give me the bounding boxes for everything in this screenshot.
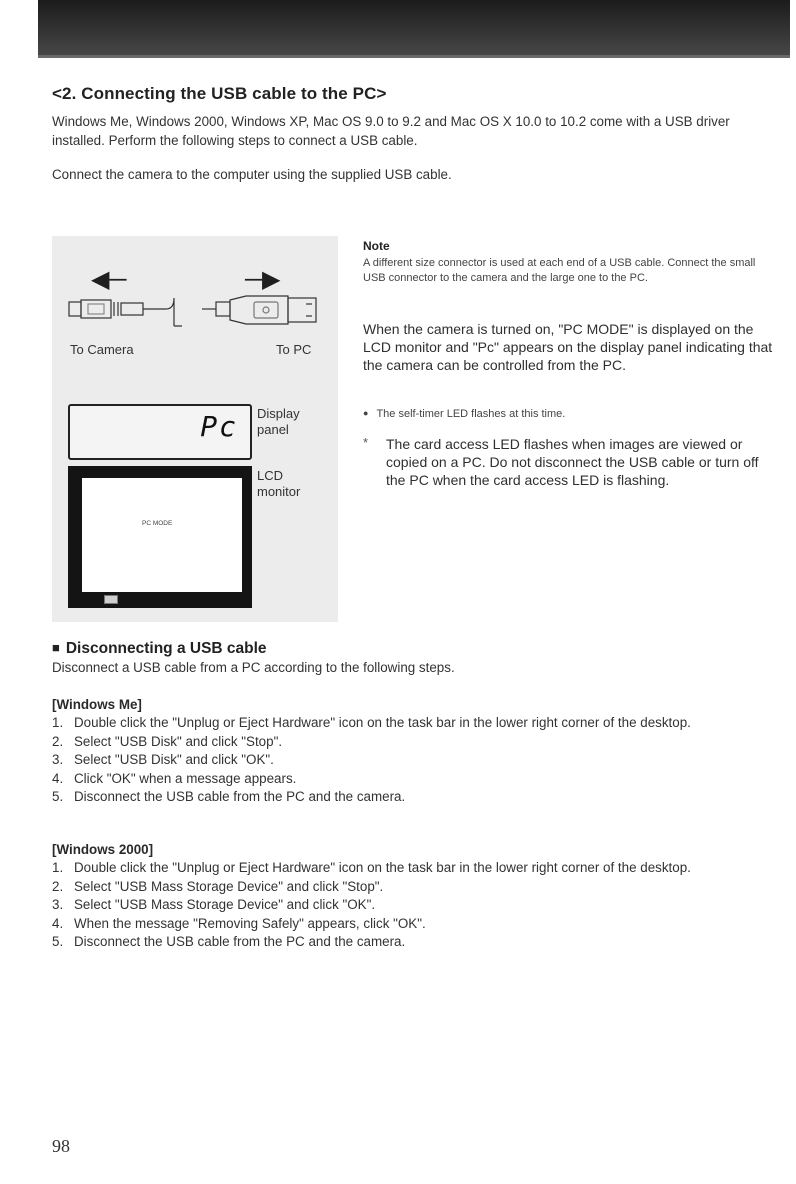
step-number: 3.: [52, 897, 64, 913]
connect-instruction: Connect the camera to the computer using the supplied USB cable.: [52, 167, 452, 182]
step-text: Select "USB Mass Storage Device" and click "Stop".: [74, 878, 384, 894]
section-title: <2. Connecting the USB cable to the PC>: [52, 84, 387, 103]
card-access-paragraph: The card access LED flashes when images are viewed or copied on a PC. Do not disconnect the USB cable or turn off the PC when the card access LED is flashing.: [386, 436, 759, 488]
windows-me-steps: [52, 714, 796, 807]
list-item: [52, 751, 796, 770]
step-number: 5.: [52, 789, 64, 805]
usb-cable-illustration: [66, 290, 326, 330]
step-number: 1.: [52, 715, 64, 730]
list-item: [52, 859, 796, 878]
note-body: A different size connector is used at each end of a USB cable. Connect the small USB connector to the camera and the large one to the PC.: [363, 257, 756, 284]
step-number: 3.: [52, 752, 64, 768]
list-item: [52, 788, 796, 807]
step-text: When the message "Removing Safely" appears, click "OK".: [74, 915, 426, 931]
step-text: Double click the "Unplug or Eject Hardware" icon on the task bar in the lower right corner of the desktop.: [74, 715, 691, 730]
list-item: [52, 915, 796, 934]
self-timer-bullet: [363, 408, 783, 420]
lcd-monitor-screen: [82, 478, 242, 592]
arrow-left-icon: ◀─: [91, 266, 127, 293]
disconnect-title-text: Disconnecting a USB cable: [65, 640, 267, 657]
list-item: [52, 896, 796, 915]
step-text: Select "USB Disk" and click "OK".: [74, 752, 274, 768]
step-number: 4.: [52, 915, 64, 931]
list-item: [52, 933, 796, 952]
intro-paragraph: Windows Me, Windows 2000, Windows XP, Mac OS 9.0 to 9.2 and Mac OS X 10.0 to 10.2 come with a USB driver installed. Perform the following steps to connect a USB cable.: [52, 114, 730, 148]
display-panel-readout: Pc: [200, 410, 238, 443]
pc-mode-paragraph: When the camera is turned on, "PC MODE" is displayed on the LCD monitor and "Pc" appears on the display panel indicating that the camera can be controlled from the PC.: [363, 321, 773, 373]
step-text: Select "USB Disk" and click "Stop".: [74, 733, 283, 749]
step-text: Disconnect the USB cable from the PC and the camera.: [74, 789, 406, 805]
display-panel: [68, 404, 252, 460]
usb-a-connector-icon: [202, 296, 316, 324]
list-item: [52, 770, 796, 789]
windows-2000-heading: [Windows 2000]: [52, 842, 154, 857]
windows-me-heading: [Windows Me]: [52, 697, 142, 712]
step-number: 2.: [52, 733, 64, 749]
step-number: 1.: [52, 860, 64, 875]
to-pc-label: To PC: [276, 342, 312, 357]
step-text: Disconnect the USB cable from the PC and the camera.: [74, 934, 406, 950]
self-timer-text: The self-timer LED flashes at this time.: [376, 408, 566, 420]
list-item: [52, 733, 796, 752]
step-number: 5.: [52, 934, 64, 950]
windows-2000-steps: [52, 859, 796, 952]
list-item: [52, 714, 796, 733]
battery-icon: [104, 595, 118, 604]
asterisk-mark: *: [363, 435, 369, 450]
step-text: Double click the "Unplug or Eject Hardware" icon on the task bar in the lower right corner of the desktop.: [74, 860, 691, 875]
display-panel-label: Display panel: [257, 406, 300, 437]
mini-usb-connector-icon: [69, 298, 182, 326]
list-item: [52, 878, 796, 897]
step-number: 2.: [52, 878, 64, 894]
page-number: 98: [52, 1136, 70, 1156]
step-text: Click "OK" when a message appears.: [74, 770, 297, 786]
note-title: Note: [363, 239, 390, 253]
to-camera-label: To Camera: [70, 342, 134, 357]
step-text: Select "USB Mass Storage Device" and click "OK".: [74, 897, 376, 913]
header-band: [38, 0, 790, 58]
arrow-right-icon: ─▶: [245, 266, 281, 293]
monitor-pc-mode-text: PC MODE: [142, 520, 173, 527]
step-number: 4.: [52, 770, 64, 786]
lcd-monitor-label: LCD monitor: [257, 468, 301, 499]
disconnect-title: [52, 640, 267, 658]
lcd-monitor: [68, 466, 252, 608]
disconnect-intro: Disconnect a USB cable from a PC according to the following steps.: [52, 660, 455, 675]
